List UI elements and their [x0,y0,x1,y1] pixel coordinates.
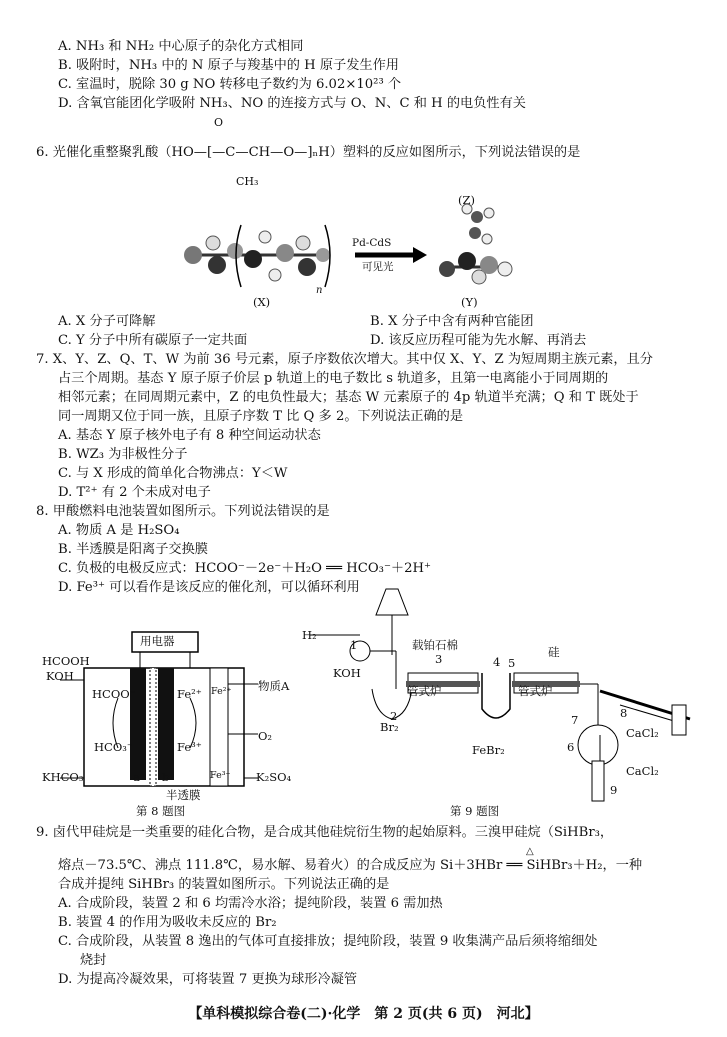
q6-condition-label: 可见光 [362,261,394,273]
q5-option-c: C. 室温时，脱除 30 g NO 转移电子数约为 6.02×10²³ 个 [58,77,402,92]
fig9-num-5: 5 [508,656,516,670]
fig9-h2: H₂ [302,628,317,642]
product-z-molecules [462,204,494,244]
fig8-substance-a: 物质A [258,679,290,693]
polymer-x-model [184,225,330,287]
fig8-right-bottom: Fe³⁺ [177,740,202,754]
fig9-koh: KOH [333,666,361,680]
q6-catalyst-label: Pd-CdS [352,237,392,249]
q8-option-d: D. Fe³⁺ 可以看作是该反应的催化剂，可以循环利用 [58,580,360,595]
q9-heat-symbol: △ [526,846,534,857]
fig8-inlet-hcooh: HCOOH [42,654,90,668]
fig8-electrode-b: b [162,770,170,784]
fig9-cacl2-2: CaCl₂ [626,764,659,778]
fig9-caption: 第 9 题图 [450,804,500,818]
q6-formula-o: O [214,116,224,129]
q6-label-z: (Z) [458,193,475,207]
q5-option-d: D. 含氧官能团化学吸附 NH₃、NO 的连接方式与 O、N、C 和 H 的电负性有关 [58,96,526,111]
fig8-tube-bottom: Fe³⁺ [210,770,231,781]
q9-stem-line-2: 熔点－73.5℃、沸点 111.8℃，易水解、易着火）的合成反应为 Si＋3HBr ══ SiHBr₃＋H₂，一种 [58,858,643,873]
fig9-num-3: 3 [435,652,443,666]
q9-option-c-line-1: C. 合成阶段，从装置 8 逸出的气体可直接排放；提纯阶段，装置 9 收集满产品后须将缩细处 [58,934,598,949]
fig8-o2: O₂ [258,729,273,743]
q9-option-c-line-2: 烧封 [80,953,107,968]
fig8-caption: 第 8 题图 [136,804,186,818]
q6-subscript-n: n [316,285,323,296]
q9-option-d: D. 为提高冷凝效果，可将装置 7 更换为球形冷凝管 [58,972,358,987]
fig9-num-2: 2 [390,709,398,723]
fig9-furnace-2: 管式炉 [518,684,553,698]
fig8-device-label: 用电器 [140,634,175,648]
q6-option-c: C. Y 分子中所有碳原子一定共面 [58,333,248,348]
q8-option-a: A. 物质 A 是 H₂SO₄ [58,523,180,538]
fig9-num-7: 7 [571,713,579,727]
fig9-num-6: 6 [567,740,575,754]
fig9-num-9: 9 [610,783,618,797]
q9-option-b: B. 装置 4 的作用为吸收未反应的 Br₂ [58,915,277,930]
q8-stem: 8. 甲酸燃料电池装置如图所示。下列说法错误的是 [36,504,330,519]
fig8-right-top: Fe²⁺ [177,687,202,701]
fig9-num-1: 1 [350,638,358,652]
q5-option-a: A. NH₃ 和 NH₂ 中心原子的杂化方式相同 [58,39,304,54]
q7-option-b: B. WZ₃ 为非极性分子 [58,447,188,462]
fig9-si: 硅 [548,645,560,659]
fig9-catalyst: 载铂石棉 [412,638,458,652]
q7-option-a: A. 基态 Y 原子核外电子有 8 种空间运动状态 [58,428,321,443]
product-y-model [439,252,512,284]
q7-option-c: C. 与 X 形成的简单化合物沸点：Y＜W [58,466,288,481]
q6-stem: 6. 光催化重整聚乳酸（HO—[—C—CH—O—]ₙH）塑料的反应如图所示，下列说法错误的是 [36,145,581,160]
fig9-febr2: FeBr₂ [472,743,505,757]
fig8-electrode-a: a [133,770,140,784]
q7-stem-line-4: 同一周期又位于同一族，且原子序数 T 比 Q 多 2。下列说法正确的是 [58,409,464,424]
q7-stem-line-3: 相邻元素；在同周期元素中，Z 的电负性最大；基态 W 元素原子的 4p 轨道半充满；Q 和 T 既处于 [58,390,639,405]
fig8-out-right: K₂SO₄ [256,770,292,784]
fig8-left-top: HCOO⁻ [92,687,136,701]
q8-option-c: C. 负极的电极反应式：HCOO⁻－2e⁻＋H₂O ══ HCO₃⁻＋2H⁺ [58,561,431,576]
q8-option-b: B. 半透膜是阳离子交换膜 [58,542,208,557]
q6-label-y: (Y) [461,295,478,309]
fig9-num-4: 4 [493,655,501,669]
q7-stem-line-2: 占三个周期。基态 Y 原子原子价层 p 轨道上的电子数比 s 轨道多，且第一电离能小于同周期的 [58,371,609,386]
fig9-cacl2-1: CaCl₂ [626,726,659,740]
q6-label-x: (X) [253,295,271,309]
fig9-furnace-1: 管式炉 [407,684,442,698]
fig9-br2: Br₂ [380,720,399,734]
q9-option-a: A. 合成阶段，装置 2 和 6 均需冷水浴；提纯阶段，装置 6 需加热 [58,896,443,911]
q7-stem-line-1: 7. X、Y、Z、Q、T、W 为前 36 号元素，原子序数依次增大。其中仅 X、Y、Z 为短周期主族元素，且分 [36,352,653,367]
fig8-membrane: 半透膜 [166,788,201,802]
q6-option-d: D. 该反应历程可能为先水解、再消去 [370,333,587,348]
q6-option-b: B. X 分子中含有两种官能团 [370,314,534,329]
fig8-left-bottom: HCO₃⁻ [94,740,133,754]
fig8-out-left: KHCO₃ [42,770,84,784]
q6-formula-ch3: CH₃ [236,175,259,188]
q9-stem-line-1: 9. 卤代甲硅烷是一类重要的硅化合物，是合成其他硅烷衍生物的起始原料。三溴甲硅烷（SiHBr₃， [36,825,614,840]
q6-option-a: A. X 分子可降解 [58,314,156,329]
q9-stem-line-3: 合成并提纯 SiHBr₃ 的装置如图所示。下列说法正确的是 [58,877,390,892]
fig8-inlet-koh: KOH [46,669,74,683]
fig9-num-8: 8 [620,706,628,720]
q7-option-d: D. T²⁺ 有 2 个未成对电子 [58,485,211,500]
fig8-tube-top: Fe²⁺ [211,686,232,697]
q5-option-b: B. 吸附时，NH₃ 中的 N 原子与羧基中的 H 原子发生作用 [58,58,399,73]
page-footer: 【单科模拟综合卷(二)·化学 第 2 页(共 6 页) 河北】 [188,1006,539,1022]
